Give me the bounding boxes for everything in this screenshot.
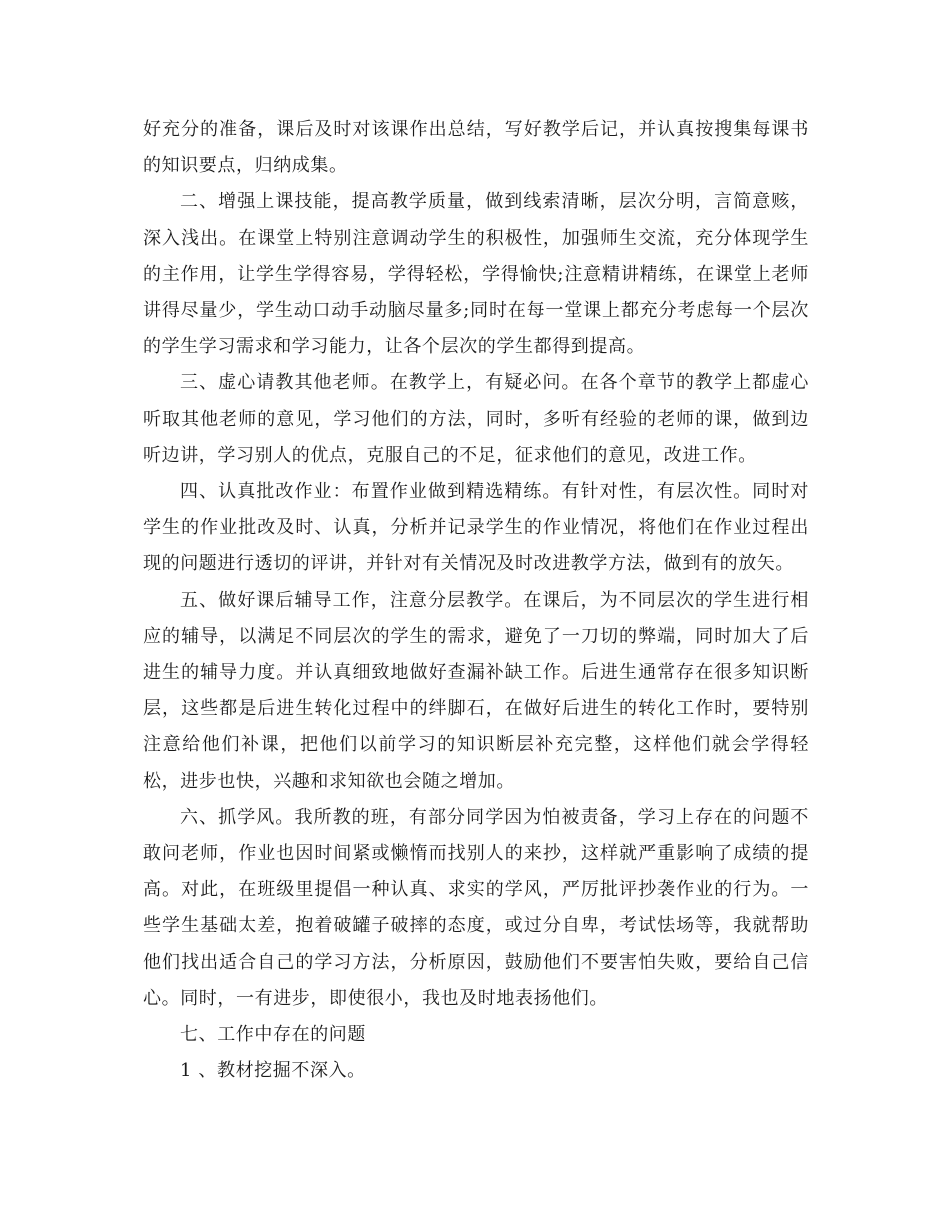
paragraph-section-4: 四、认真批改作业：布置作业做到精选精练。有针对性，有层次性。同时对学生的作业批改及时、认真，分析并记录学生的作业情况，将他们在作业过程出现的问题进行透切的评讲，并针对有关情况及时改进教学方法，做到有的放矢。 [143,481,809,575]
paragraph-section-5: 五、做好课后辅导工作，注意分层教学。在课后，为不同层次的学生进行相应的辅导，以满足不同层次的学生的需求，避免了一刀切的弊端，同时加大了后进生的辅导力度。并认真细致地做好查漏补缺工作。后进生通常存在很多知识断层，这些都是后进生转化过程中的绊脚石，在做好后进生的转化工作时，要特别注意给他们补课，把他们以前学习的知识断层补充完整，这样他们就会学得轻松，进步也快，兴趣和求知欲也会随之增加。 [143,589,809,792]
paragraph-section-2: 二、增强上课技能，提高教学质量，做到线索清晰，层次分明，言简意赅，深入浅出。在课堂上特别注意调动学生的积极性，加强师生交流，充分体现学生的主作用，让学生学得容易，学得轻松，学得愉快;注意精讲精练，在课堂上老师讲得尽量少，学生动口动手动脑尽量多;同时在每一堂课上都充分考虑每一个层次的学生学习需求和学习能力，让各个层次的学生都得到提高。 [143,191,809,358]
paragraph-list-item-1: 1 、教材挖掘不深入。 [180,1060,366,1082]
document-body [143,112,809,1089]
paragraph-section-3: 三、虚心请教其他老师。在教学上，有疑必问。在各个章节的教学上都虚心听取其他老师的意见，学习他们的方法，同时，多听有经验的老师的课，做到边听边讲，学习别人的优点，克服自己的不足，征求他们的意见，改进工作。 [143,372,809,466]
paragraph-section-7-heading: 七、工作中存在的问题 [180,1024,366,1046]
paragraph-section-6: 六、抓学风。我所教的班，有部分同学因为怕被责备，学习上存在的问题不敢问老师，作业也因时间紧或懒惰而找别人的来抄，这样就严重影响了成绩的提高。对此，在班级里提倡一种认真、求实的学风，严厉批评抄袭作业的行为。一些学生基础太差，抱着破罐子破摔的态度，或过分自卑，考试怯场等，我就帮助他们找出适合自己的学习方法，分析原因，鼓励他们不要害怕失败，要给自己信心。同时，一有进步，即使很小，我也及时地表扬他们。 [143,806,809,1009]
paragraph-continuation: 好充分的准备，课后及时对该课作出总结，写好教学后记，并认真按搜集每课书的知识要点，归纳成集。 [143,119,809,177]
